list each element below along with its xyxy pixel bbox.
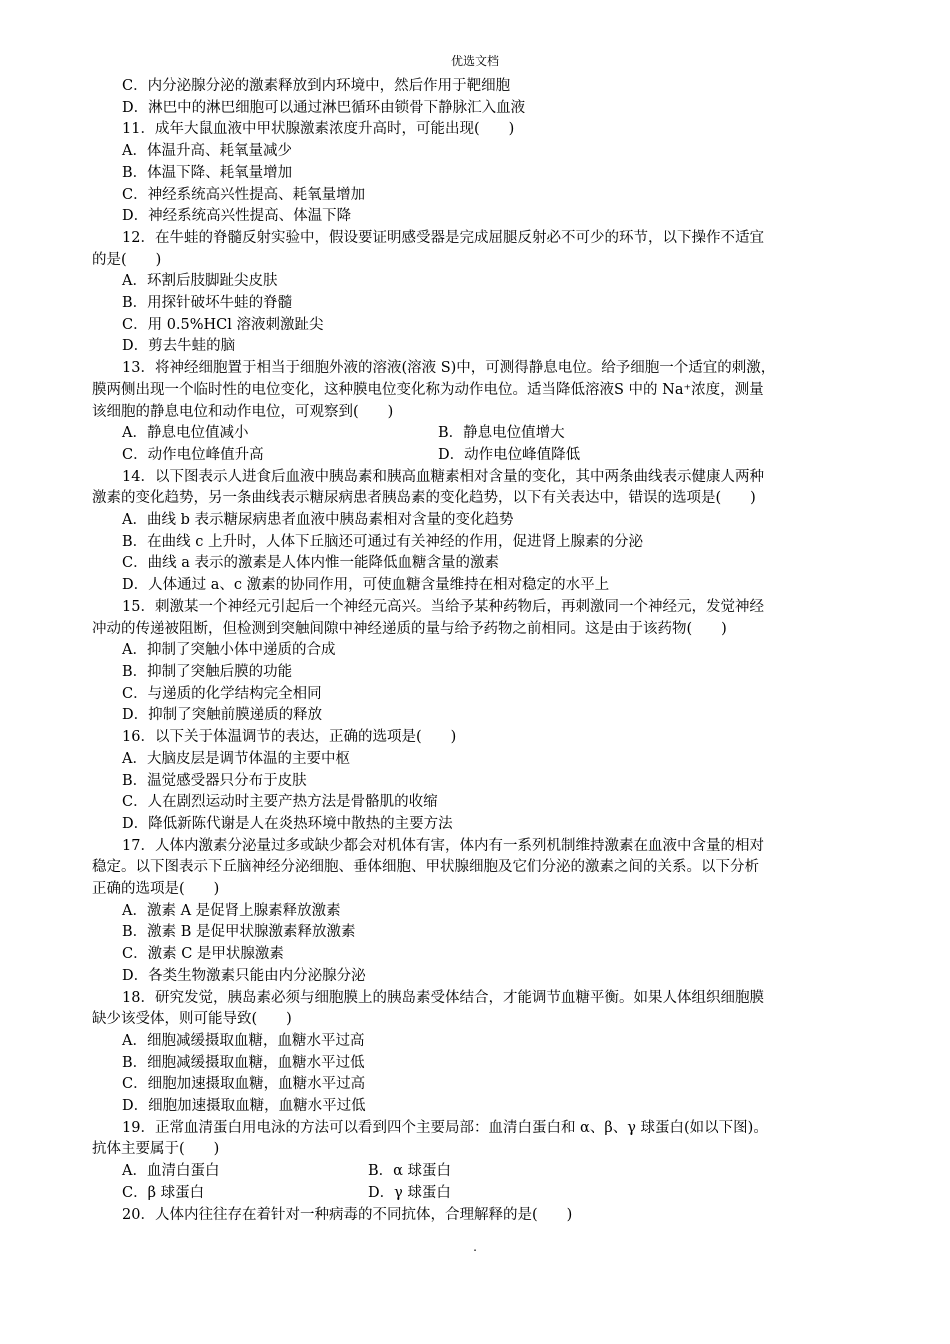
text-line: A．细胞减缓摄取血糖，血糖水平过高	[122, 1032, 365, 1049]
text-line: C．用 0.5%HCl 溶液刺激趾尖	[122, 316, 324, 333]
text-line: 15．刺激某一个神经元引起后一个神经元高兴。当给予某种药物后，再刺激同一个神经元，发觉神经	[122, 598, 764, 615]
text-line: 膜两侧出现一个临时性的电位变化，这种膜电位变化称为动作电位。适当降低溶液S 中的 Na⁺浓度，测量	[92, 381, 764, 398]
text-line: 的是( )	[92, 251, 162, 268]
text-line: 13．将神经细胞置于相当于细胞外液的溶液(溶液 S)中，可测得静息电位。给予细胞一个适宜的刺激，	[122, 360, 776, 377]
document-body	[92, 76, 867, 1226]
option-text: B．静息电位值增大	[438, 425, 565, 442]
text-line: 冲动的传递被阻断，但检测到突触间隙中神经递质的量与给予药物之前相同。这是由于该药物( )	[92, 620, 727, 637]
text-line: C．细胞加速摄取血糖，血糖水平过高	[122, 1076, 366, 1093]
text-line: B．细胞减缓摄取血糖，血糖水平过低	[122, 1054, 365, 1071]
text-line: C．曲线 a 表示的激素是人体内惟一能降低血糖含量的激素	[122, 555, 499, 572]
text-line: B．用探针破坏牛蛙的脊髓	[122, 295, 293, 312]
text-line: A．环割后肢脚趾尖皮肤	[122, 273, 278, 290]
text-line: 20．人体内往往存在着针对一种病毒的不同抗体，合理解释的是( )	[122, 1206, 573, 1223]
text-line: A．体温升高、耗氧量减少	[122, 143, 292, 160]
option-text: A．静息电位值减小	[122, 425, 249, 442]
text-line: 17．人体内激素分泌量过多或缺少都会对机体有害，体内有一系列机制维持激素在血液中含量的相对	[122, 837, 764, 854]
page-header: 优选文档	[450, 54, 499, 68]
text-line: 19．正常血清蛋白用电泳的方法可以看到四个主要局部：血清白蛋白和 α、β、γ 球蛋白(如以下图)。	[122, 1119, 768, 1136]
text-line: D．淋巴中的淋巴细胞可以通过淋巴循环由锁骨下静脉汇入血液	[122, 99, 526, 116]
text-line: B．在曲线 c 上升时，人体下丘脑还可通过有关神经的作用，促进肾上腺素的分泌	[122, 533, 643, 550]
text-line: C．与递质的化学结构完全相同	[122, 685, 322, 702]
text-line: C．激素 C 是甲状腺激素	[122, 946, 284, 963]
option-text: B．α 球蛋白	[368, 1163, 452, 1180]
text-line: 抗体主要属于( )	[92, 1141, 220, 1158]
option-row	[92, 1161, 867, 1183]
text-line: 稳定。以下图表示下丘脑神经分泌细胞、垂体细胞、甲状腺细胞及它们分泌的激素之间的关系。以下分析	[92, 859, 759, 876]
text-line: 激素的变化趋势，另一条曲线表示糖尿病患者胰岛素的变化趋势，以下有关表达中，错误的选项是( )	[92, 490, 756, 507]
text-line: A．大脑皮层是调节体温的主要中枢	[122, 750, 350, 767]
option-row	[92, 1183, 867, 1205]
text-line: C．神经系统高兴性提高、耗氧量增加	[122, 186, 366, 203]
text-line: A．激素 A 是促肾上腺素释放激素	[122, 902, 341, 919]
text-line: C．人在剧烈运动时主要产热方法是骨骼肌的收缩	[122, 794, 438, 811]
text-line: D．人体通过 a、c 激素的协同作用，可使血糖含量维持在相对稳定的水平上	[122, 577, 610, 594]
text-line: 11．成年大鼠血液中甲状腺激素浓度升高时，可能出现( )	[122, 121, 515, 138]
text-line: A．曲线 b 表示糖尿病患者血液中胰岛素相对含量的变化趋势	[122, 512, 514, 529]
text-line: 16．以下关于体温调节的表达，正确的选项是( )	[122, 729, 457, 746]
text-line: B．体温下降、耗氧量增加	[122, 164, 293, 181]
text-line: B．温觉感受器只分布于皮肤	[122, 772, 307, 789]
option-text: D．γ 球蛋白	[368, 1184, 451, 1201]
text-line: 缺少该受体，则可能导致( )	[92, 1011, 292, 1028]
text-line: D．剪去牛蛙的脑	[122, 338, 236, 355]
option-row	[92, 445, 867, 467]
text-line: B．抑制了突触后膜的功能	[122, 663, 293, 680]
option-text: D．动作电位峰值降低	[438, 446, 581, 463]
text-line: 该细胞的静息电位和动作电位，可观察到( )	[92, 403, 394, 420]
text-line: 18．研究发觉，胰岛素必须与细胞膜上的胰岛素受体结合，才能调节血糖平衡。如果人体组织细胞膜	[122, 989, 764, 1006]
text-line: B．激素 B 是促甲状腺激素释放激素	[122, 924, 356, 941]
text-line: 12．在牛蛙的脊髓反射实验中，假设要证明感受器是完成屈腿反射必不可少的环节，以下操作不适宜	[122, 229, 764, 246]
option-text: C．β 球蛋白	[122, 1184, 205, 1201]
option-text: C．动作电位峰值升高	[122, 446, 264, 463]
text-line: D．降低新陈代谢是人在炎热环境中散热的主要方法	[122, 815, 453, 832]
text-line: 14．以下图表示人进食后血液中胰岛素和胰高血糖素相对含量的变化，其中两条曲线表示健康人两种	[122, 468, 764, 485]
text-line: A．抑制了突触小体中递质的合成	[122, 642, 336, 659]
option-text: A．血清白蛋白	[122, 1163, 220, 1180]
text-line: 正确的选项是( )	[92, 881, 220, 898]
page-footer: .	[473, 1240, 477, 1254]
text-line: D．细胞加速摄取血糖，血糖水平过低	[122, 1098, 366, 1115]
text-line: D．各类生物激素只能由内分泌腺分泌	[122, 967, 366, 984]
option-row	[92, 423, 867, 445]
text-line: D．神经系统高兴性提高、体温下降	[122, 208, 352, 225]
text-line: C．内分泌腺分泌的激素释放到内环境中，然后作用于靶细胞	[122, 78, 511, 94]
text-line: D．抑制了突触前膜递质的释放	[122, 707, 323, 724]
